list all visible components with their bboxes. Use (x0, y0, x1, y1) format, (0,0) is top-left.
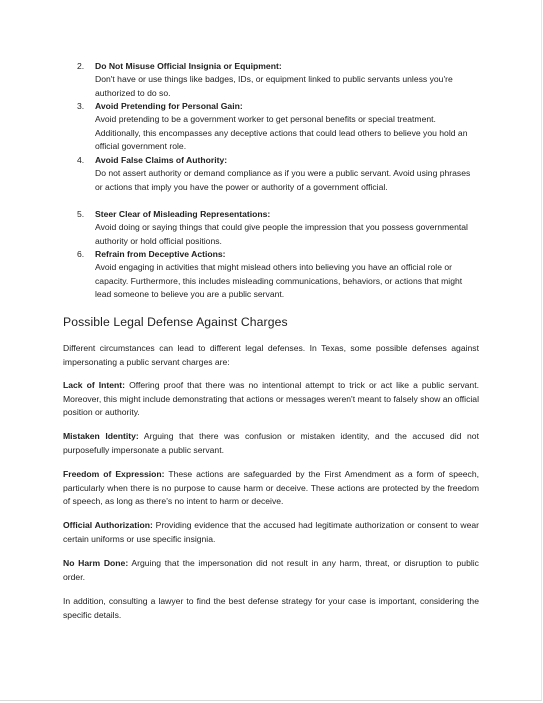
list-item-text: Avoid doing or saying things that could give people the impression that you possess governmental authority or hold official positions. (95, 222, 468, 246)
defense-paragraph (63, 379, 479, 420)
defense-lead: No Harm Done: (63, 558, 129, 568)
defense-lead: Lack of Intent: (63, 380, 126, 390)
defense-paragraph (63, 430, 479, 457)
list-item (77, 60, 477, 100)
list-item-title: Steer Clear of Misleading Representations: (95, 209, 271, 219)
list-item-text: Avoid engaging in activities that might mislead others into believing you have an official role or capacity. Furthermore, this includes misleading communications, behaviors, or actions that might lead someone to believe you are a public servant. (95, 262, 463, 300)
closing-paragraph: In addition, consulting a lawyer to find the best defense strategy for your case is important, considering the specific details. (63, 596, 479, 620)
list-item-text: Don't have or use things like badges, IDs, or equipment linked to public servants unless you're authorized to do so. (95, 74, 453, 98)
list-item-text: Do not assert authority or demand compliance as if you were a public servant. Avoid using phrases or actions that imply you have the power or authority of a government official. (95, 168, 471, 192)
defense-paragraph (63, 519, 479, 546)
list-number: 3. (77, 101, 85, 111)
section-heading: Possible Legal Defense Against Charges (63, 315, 288, 329)
defense-lead: Mistaken Identity: (63, 431, 139, 441)
list-item-title: Avoid Pretending for Personal Gain: (95, 101, 243, 111)
intro-paragraph: Different circumstances can lead to different legal defenses. In Texas, some possible defenses against impersonating a public servant charges are: (63, 343, 479, 367)
list-item (77, 100, 477, 154)
list-number: 5. (77, 209, 85, 219)
list-item-title: Do Not Misuse Official Insignia or Equipment: (95, 61, 282, 71)
defense-text: These actions are safeguarded by the First Amendment as a form of speech, particularly when there is no purpose to cause harm or deceive. These actions are protected by the freedom of speech, as long as there's no intent to harm or deceive. (63, 469, 479, 507)
defense-paragraph (63, 468, 479, 509)
list-number: 2. (77, 61, 85, 71)
list-number: 4. (77, 155, 85, 165)
list-number: 6. (77, 249, 85, 259)
list-item-title: Refrain from Deceptive Actions: (95, 249, 226, 259)
defense-text: Arguing that the impersonation did not result in any harm, threat, or disruption to public order. (63, 558, 479, 582)
defense-text: Providing evidence that the accused had legitimate authorization or consent to wear certain uniforms or use specific insignia. (63, 520, 479, 544)
defense-text: Arguing that there was confusion or mistaken identity, and the accused did not purposefully impersonate a public servant. (63, 431, 479, 455)
list-item (77, 154, 477, 208)
defense-lead: Freedom of Expression: (63, 469, 165, 479)
list-item-text: Avoid pretending to be a government worker to get personal benefits or special treatment. Additionally, this encompasses any deceptive actions that could lead others to believe you hold an official government role. (95, 114, 468, 152)
list-item (77, 248, 477, 302)
list-item-title: Avoid False Claims of Authority: (95, 155, 228, 165)
defense-lead: Official Authorization: (63, 520, 153, 530)
defense-paragraph (63, 557, 479, 584)
defense-text: Offering proof that there was no intentional attempt to trick or act like a public servant. Moreover, this might include demonstrating that actions or messages weren't meant to falsely show an official position or authority. (63, 380, 479, 418)
list-item (77, 208, 477, 248)
numbered-list (77, 60, 477, 302)
